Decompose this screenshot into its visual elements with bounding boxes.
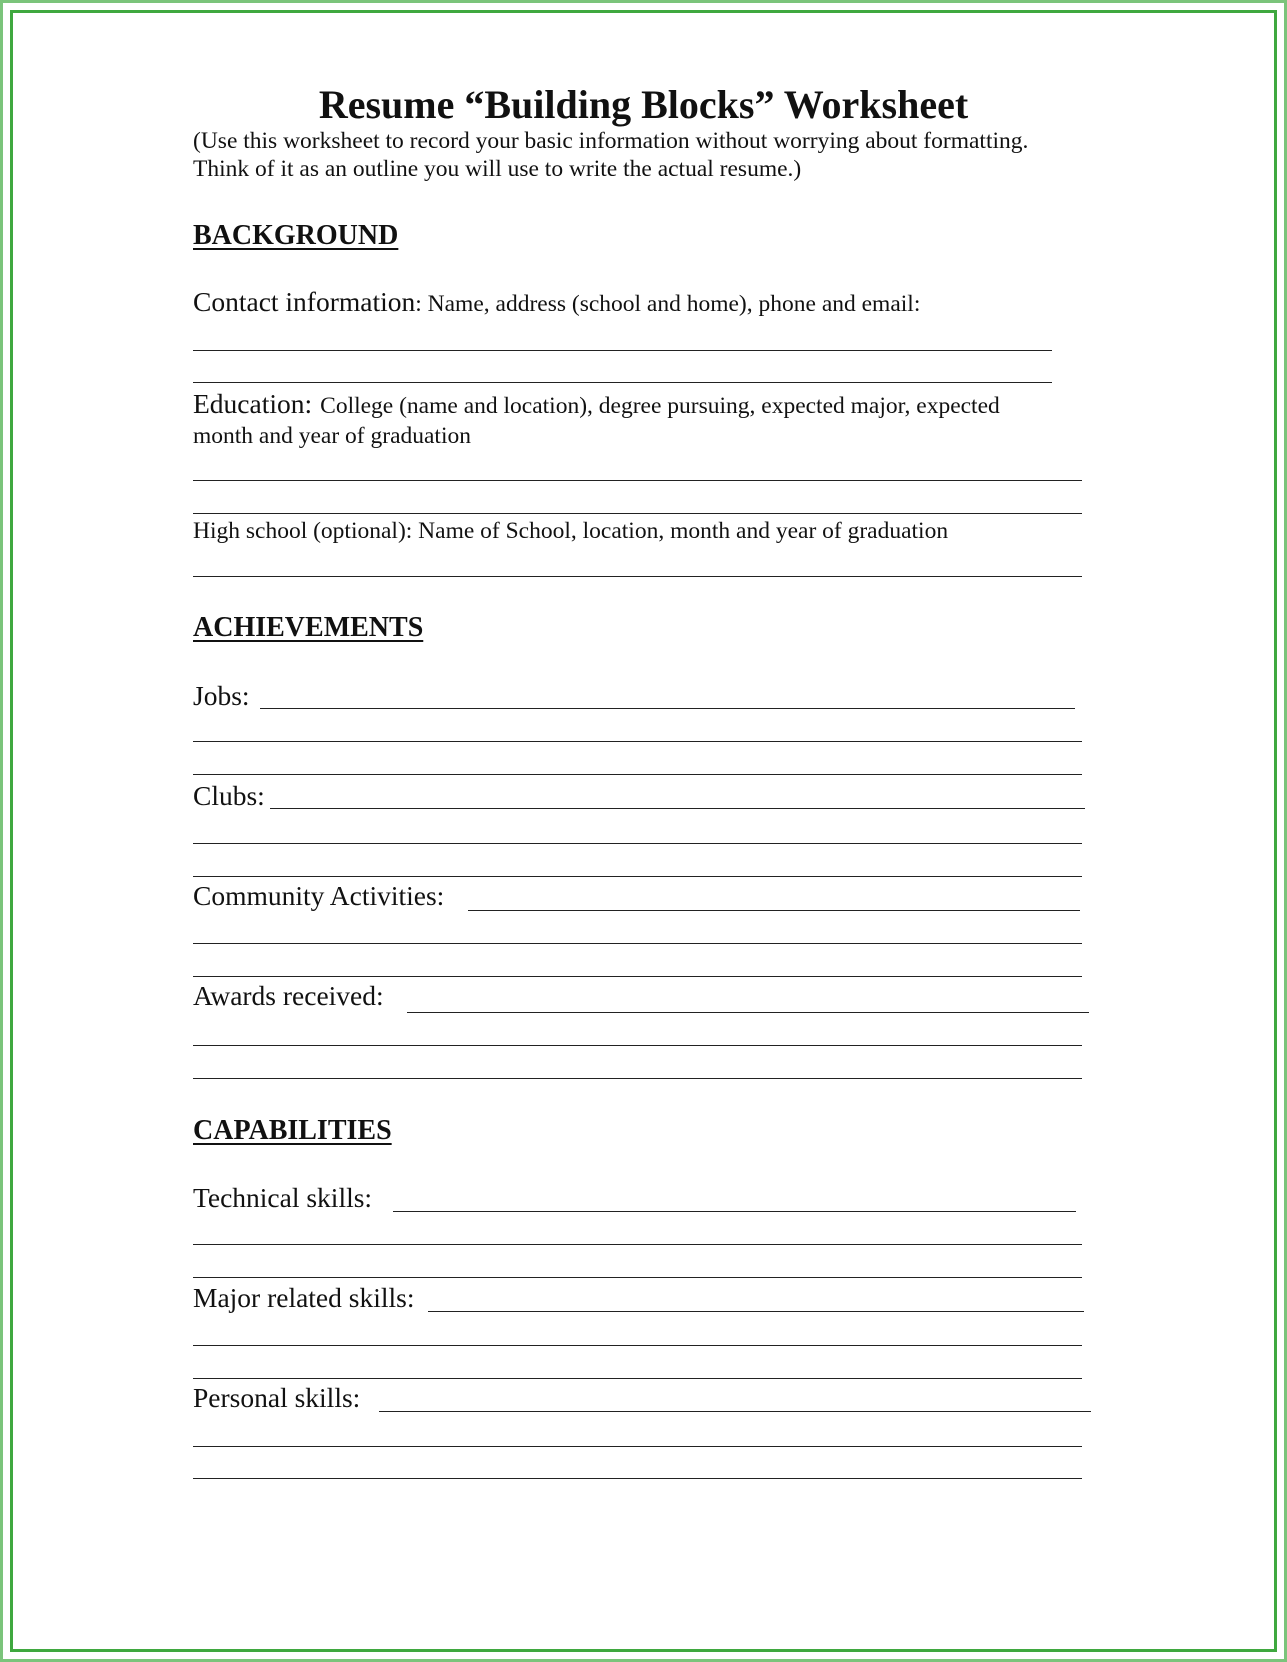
- jobs-answer-line-2[interactable]: [193, 741, 1082, 742]
- personal-skills-label: Personal skills:: [193, 1382, 361, 1413]
- major-answer-line-3[interactable]: [193, 1378, 1082, 1379]
- education-label-text: Education:: [193, 388, 313, 419]
- major-related-skills-label: Major related skills:: [193, 1282, 415, 1313]
- clubs-answer-line-1[interactable]: [270, 808, 1085, 809]
- worksheet-title: Resume “Building Blocks” Worksheet: [318, 82, 969, 127]
- capabilities-heading: CAPABILITIES: [193, 1115, 392, 1146]
- contact-label-text: Contact information: [193, 286, 416, 317]
- awards-received-label: Awards received:: [193, 980, 384, 1011]
- community-answer-line-2[interactable]: [193, 943, 1082, 944]
- technical-answer-line-1[interactable]: [393, 1211, 1076, 1212]
- awards-answer-line-3[interactable]: [193, 1078, 1082, 1079]
- technical-skills-label: Technical skills:: [193, 1182, 373, 1213]
- awards-answer-line-1[interactable]: [407, 1012, 1089, 1013]
- personal-answer-line-2[interactable]: [193, 1446, 1082, 1447]
- high-school-label: High school (optional): Name of School, location, month and year of graduation: [193, 518, 949, 544]
- contact-answer-line-1[interactable]: [193, 350, 1052, 351]
- education-answer-line-1[interactable]: [193, 480, 1082, 481]
- personal-answer-line-1[interactable]: [379, 1411, 1091, 1412]
- community-answer-line-1[interactable]: [468, 910, 1080, 911]
- education-desc-text: College (name and location), degree pursuing, expected major, expected: [320, 393, 1000, 419]
- jobs-answer-line-3[interactable]: [193, 774, 1082, 775]
- contact-answer-line-2[interactable]: [193, 382, 1052, 383]
- contact-desc-text: : Name, address (school and home), phone and email:: [415, 291, 921, 317]
- personal-answer-line-3[interactable]: [193, 1478, 1082, 1479]
- jobs-answer-line-1[interactable]: [260, 708, 1075, 709]
- achievements-heading: ACHIEVEMENTS: [193, 612, 424, 643]
- technical-answer-line-3[interactable]: [193, 1277, 1082, 1278]
- education-answer-line-2[interactable]: [193, 513, 1082, 514]
- clubs-answer-line-2[interactable]: [193, 843, 1082, 844]
- community-answer-line-3[interactable]: [193, 976, 1082, 977]
- jobs-label: Jobs:: [193, 680, 250, 711]
- technical-answer-line-2[interactable]: [193, 1244, 1082, 1245]
- intro-line-2: Think of it as an outline you will use to write the actual resume.): [193, 156, 802, 182]
- background-heading: BACKGROUND: [193, 220, 399, 251]
- awards-answer-line-2[interactable]: [193, 1045, 1082, 1046]
- clubs-answer-line-3[interactable]: [193, 876, 1082, 877]
- major-answer-line-1[interactable]: [428, 1311, 1084, 1312]
- clubs-label: Clubs:: [193, 780, 265, 811]
- education-desc-line-2: month and year of graduation: [193, 423, 471, 449]
- community-activities-label: Community Activities:: [193, 880, 445, 911]
- intro-line-1: (Use this worksheet to record your basic information without worrying about formatting.: [193, 128, 1029, 154]
- contact-information-label: [193, 286, 920, 318]
- major-answer-line-2[interactable]: [193, 1345, 1082, 1346]
- high-school-answer-line[interactable]: [193, 576, 1082, 577]
- education-label: [193, 388, 1000, 420]
